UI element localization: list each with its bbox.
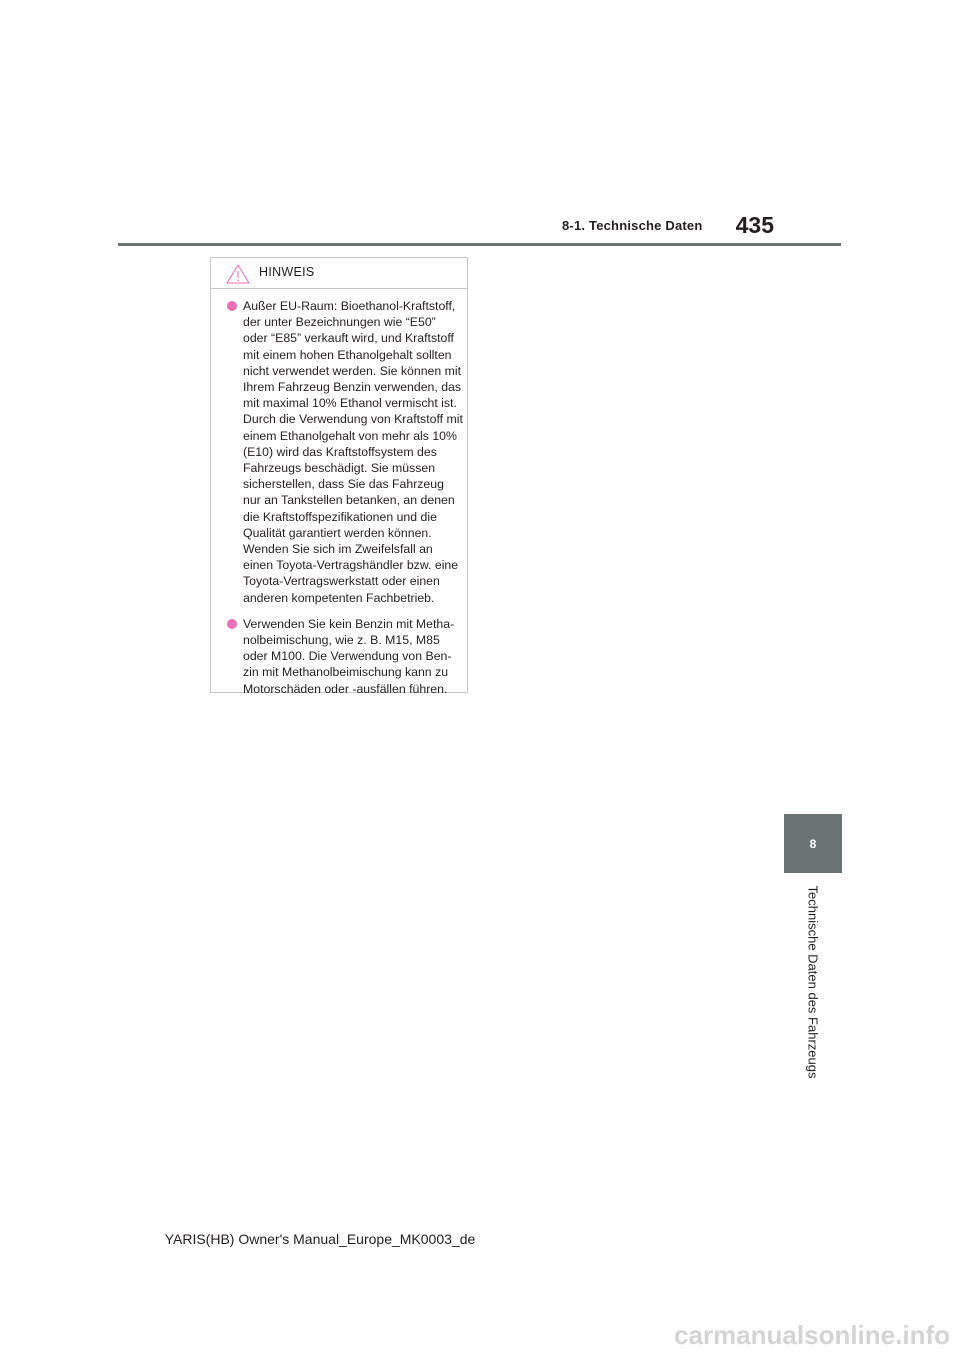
notice-item-line: Fahrzeugs beschädigt. Sie müssen — [243, 461, 436, 476]
section-title: 8-1. Technische Daten — [562, 218, 703, 233]
notice-item-line: die Kraftstoffspezifikationen und die — [243, 509, 437, 524]
notice-item-line: zin mit Methanolbeimischung kann zu — [243, 665, 449, 680]
notice-item-line: Durch die Verwendung von Kraftstoff mit — [243, 412, 463, 427]
bullet-icon — [227, 619, 237, 629]
chapter-title: Technische Daten des Fahrzeugs — [805, 885, 821, 1079]
notice-header — [211, 258, 467, 289]
notice-item-line: anderen kompetenten Fachbetrieb. — [243, 590, 435, 605]
footer-text: YARIS(HB) Owner's Manual_Europe_MK0003_de — [164, 1231, 476, 1247]
notice-item-line: Qualität garantiert werden können. — [243, 525, 432, 540]
notice-item-line: Motorschäden oder -ausfällen führen. — [243, 681, 448, 696]
notice-item-line: mit einem hohen Ethanolgehalt sollten — [243, 347, 452, 362]
bullet-icon — [227, 301, 237, 311]
notice-item-line: oder “E85” verkauft wird, und Kraftstoff — [243, 331, 454, 346]
notice-item-line: mit maximal 10% Ethanol vermischt ist. — [243, 396, 457, 411]
chapter-tab — [784, 814, 842, 873]
notice-title: HINWEIS — [259, 265, 315, 279]
notice-body — [211, 289, 467, 697]
notice-item-line: nolbeimischung, wie z. B. M15, M85 — [243, 633, 440, 648]
notice-item-line: oder M100. Die Verwendung von Ben- — [243, 649, 452, 664]
notice-item-line: Toyota-Vertragswerkstatt oder einen — [243, 574, 440, 589]
warning-triangle-icon — [226, 264, 250, 284]
watermark: carmanualsonline.info — [674, 1320, 950, 1350]
notice-item-line: (E10) wird das Kraftstoffsystem des — [243, 444, 437, 459]
notice-item-line: einem Ethanolgehalt von mehr als 10% — [243, 428, 457, 443]
notice-item-line: nur an Tankstellen betanken, an denen — [243, 493, 455, 508]
notice-item — [227, 298, 463, 606]
notice-item-line: sicherstellen, dass Sie das Fahrzeug — [243, 477, 444, 492]
notice-box — [210, 257, 468, 696]
notice-item-line: Wenden Sie sich im Zweifelsfall an — [243, 542, 433, 557]
notice-item-line: Ihrem Fahrzeug Benzin verwenden, das — [243, 380, 462, 395]
header-rule — [118, 243, 841, 246]
notice-item-line: Verwenden Sie kein Benzin mit Metha- — [243, 616, 455, 631]
notice-item-line: nicht verwendet werden. Sie können mit — [243, 363, 462, 378]
notice-item-line: einen Toyota-Vertragshändler bzw. eine — [243, 558, 459, 573]
chapter-number: 8 — [809, 836, 817, 851]
notice-item-line: der unter Bezeichnungen wie “E50” — [243, 315, 436, 330]
notice-item-line: Außer EU-Raum: Bioethanol-Kraftstoff, — [243, 299, 456, 313]
notice-item — [227, 616, 457, 697]
page-number: 435 — [735, 212, 774, 238]
